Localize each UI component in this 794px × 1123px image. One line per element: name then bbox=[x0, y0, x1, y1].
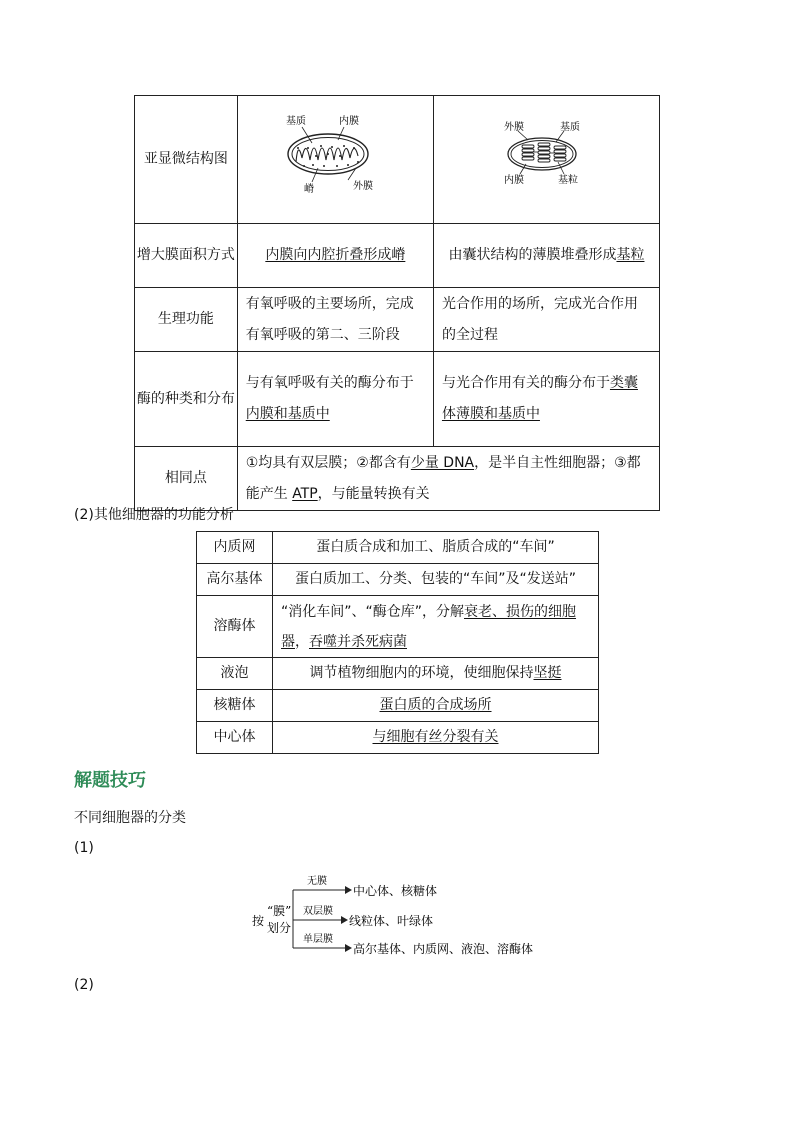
row-label: 增大膜面积方式 bbox=[135, 224, 238, 288]
common-underlined-2: ATP bbox=[292, 485, 318, 502]
organelle-comparison-table bbox=[134, 95, 660, 511]
table-row bbox=[197, 658, 599, 690]
organelle-name: 内质网 bbox=[197, 532, 273, 564]
organelle-name: 高尔基体 bbox=[197, 564, 273, 596]
desc-text: “消化车间”、“酶仓库”，分解 bbox=[281, 603, 465, 620]
mito-area-text: 内膜向内腔折叠形成嵴 bbox=[265, 247, 406, 263]
tips-title: 解题技巧 bbox=[74, 770, 146, 791]
mito-label-matrix: 基质 bbox=[285, 116, 306, 127]
branch-result: 中心体、核糖体 bbox=[353, 884, 438, 898]
mito-area-cell bbox=[237, 224, 433, 288]
branch-label: 双层膜 bbox=[303, 906, 333, 917]
organelle-desc: 蛋白质加工、分类、包装的“车间”及“发送站” bbox=[273, 564, 599, 596]
item-number-1: (1) bbox=[74, 840, 94, 856]
chloroplast-diagram bbox=[434, 96, 653, 211]
desc-text: 调节植物细胞内的环境，使细胞保持 bbox=[309, 665, 534, 681]
chloro-label-inner: 内膜 bbox=[503, 175, 524, 186]
mito-enzyme-text: 与有氧呼吸有关的酶分布于 bbox=[245, 375, 414, 391]
table-row bbox=[197, 532, 599, 564]
desc-underlined: 吞噬并杀死病菌 bbox=[309, 633, 407, 650]
item-number-2: (2) bbox=[74, 977, 94, 993]
row-label: 酶的种类和分布 bbox=[135, 352, 238, 447]
table-row bbox=[197, 596, 599, 658]
row-label: 生理功能 bbox=[135, 288, 238, 352]
table-row bbox=[135, 224, 660, 288]
organelle-desc bbox=[273, 690, 599, 722]
organelle-desc: 蛋白质合成和加工、脂质合成的“车间” bbox=[273, 532, 599, 564]
chloro-label-outer: 外膜 bbox=[503, 122, 524, 133]
table-row bbox=[197, 564, 599, 596]
organelle-desc bbox=[273, 596, 599, 658]
organelle-desc bbox=[273, 722, 599, 754]
branch-label: 无膜 bbox=[307, 876, 327, 887]
row-label: 相同点 bbox=[135, 447, 238, 511]
chloro-enzyme-underlined: 类囊体薄膜和基质中 bbox=[441, 375, 638, 422]
desc-text: ， bbox=[295, 633, 309, 650]
table-row bbox=[135, 447, 660, 511]
chloro-area-underlined: 基粒 bbox=[616, 247, 645, 263]
organelle-name: 液泡 bbox=[197, 658, 273, 690]
branch-result: 高尔基体、内质网、液泡、溶酶体 bbox=[353, 942, 534, 956]
chloro-area-cell bbox=[433, 224, 659, 288]
tree-root-label: “膜” bbox=[267, 904, 292, 918]
chloro-area-text: 由囊状结构的薄膜堆叠形成 bbox=[448, 247, 617, 263]
mito-enzyme-underlined: 内膜和基质中 bbox=[245, 406, 330, 422]
organelle-name: 中心体 bbox=[197, 722, 273, 754]
row-label: 亚显微结构图 bbox=[135, 96, 238, 224]
desc-underlined: 坚挺 bbox=[533, 665, 562, 681]
classification-title: 不同细胞器的分类 bbox=[74, 810, 186, 826]
mito-enzyme-cell bbox=[237, 352, 433, 447]
chloro-enzyme-text: 与光合作用有关的酶分布于 bbox=[441, 375, 610, 391]
desc-underlined: 与细胞有丝分裂有关 bbox=[372, 729, 499, 745]
organelle-name: 核糖体 bbox=[197, 690, 273, 722]
common-text-1: ①均具有双层膜；②都含有 bbox=[245, 454, 411, 471]
table-row bbox=[135, 352, 660, 447]
table-row bbox=[197, 690, 599, 722]
common-points-cell bbox=[237, 447, 659, 511]
other-organelles-table bbox=[196, 531, 599, 754]
tree-root-label: 按 bbox=[252, 914, 265, 928]
mitochondrion-diagram bbox=[238, 96, 428, 211]
mitochondrion-diagram-cell bbox=[237, 96, 433, 224]
mito-function-cell: 有氧呼吸的主要场所，完成有氧呼吸的第二、三阶段 bbox=[237, 288, 433, 352]
common-text-2: ，是半自主性细胞器；③都能产生 bbox=[245, 454, 641, 502]
desc-underlined: 蛋白质的合成场所 bbox=[379, 697, 492, 713]
tree-root-label: 划分 bbox=[267, 921, 292, 935]
membrane-classification-tree bbox=[245, 870, 565, 962]
chloro-label-grana: 基粒 bbox=[557, 175, 578, 186]
chloro-enzyme-cell bbox=[433, 352, 659, 447]
chloroplast-diagram-cell bbox=[433, 96, 659, 224]
table-row bbox=[135, 96, 660, 224]
desc-underlined: 衰老、损伤的细胞器 bbox=[281, 603, 577, 650]
branch-result: 线粒体、叶绿体 bbox=[349, 914, 434, 928]
chloro-label-stroma: 基质 bbox=[559, 122, 580, 133]
common-underlined-1: 少量 DNA bbox=[410, 454, 475, 471]
chloro-function-cell: 光合作用的场所，完成光合作用的全过程 bbox=[433, 288, 659, 352]
table-row bbox=[197, 722, 599, 754]
mito-label-outer: 外膜 bbox=[352, 181, 373, 192]
branch-label: 单层膜 bbox=[303, 934, 333, 945]
organelle-name: 溶酶体 bbox=[197, 596, 273, 658]
common-text-3: ，与能量转换有关 bbox=[317, 485, 430, 502]
organelle-desc bbox=[273, 658, 599, 690]
section-caption: (2)其他细胞器的功能分析 bbox=[74, 507, 234, 523]
mito-label-inner: 内膜 bbox=[338, 116, 359, 127]
table-row bbox=[135, 288, 660, 352]
mito-label-crista: 嵴 bbox=[303, 184, 314, 195]
